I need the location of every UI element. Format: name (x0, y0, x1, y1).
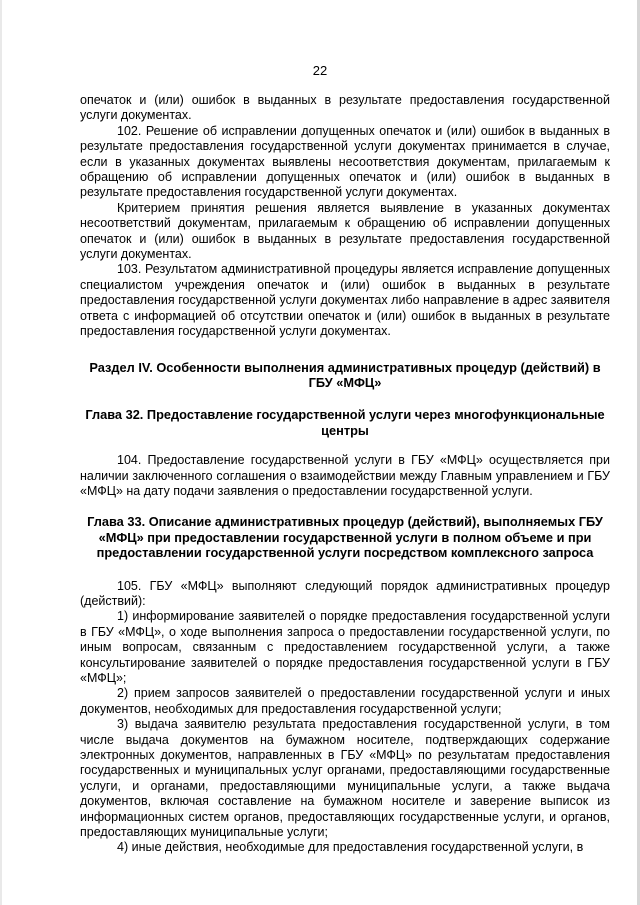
paragraph-103: 103. Результатом административной процедуры является исправление допущенных специалистом учреждения опечаток и (или) ошибок в выданных в результате предоставления государственной услуги документах либо направление в адрес заявителя ответа с информацией об отсутствии опечаток и (или) ошибок в выданных в результате предоставления государственной услуги документах. (80, 262, 610, 339)
document-body (80, 93, 610, 856)
list-item-4: 4) иные действия, необходимые для предоставления государственной услуги, в (117, 840, 584, 855)
paragraph-105: 105. ГБУ «МФЦ» выполняют следующий порядок административных процедур (действий): (80, 578, 610, 608)
paragraph-continuation: опечаток и (или) ошибок в выданных в результате предоставления государственной услуги документах. (80, 93, 610, 123)
paragraph-criteria: Критерием принятия решения является выявление в указанных документах несоответствий документам, прилагаемым к обращению об исправлении допущенных опечаток и (или) ошибок в выданных в результате предоставления государственной услуги документах. (80, 200, 610, 262)
chapter-33-heading: Глава 33. Описание административных процедур (действий), выполняемых ГБУ «МФЦ» при предоставлении государственной услуги в полном объеме и при предоставлении государственной услуги посредством комплексного запроса (87, 514, 603, 561)
chapter-32-heading: Глава 32. Предоставление государственной услуги через многофункциональные центры (85, 407, 605, 438)
paragraph-102: 102. Решение об исправлении допущенных опечаток и (или) ошибок в выданных в результате предоставления государственной услуги документах принимается в случае, если в указанных документах выявлены несоответствия документам, прилагаемым к обращению об исправлении допущенных опечаток и (или) ошибок в выданных в результате предоставления государственной услуги документах. (80, 123, 610, 200)
list-item-1: 1) информирование заявителей о порядке предоставления государственной услуги в ГБУ «МФЦ», о ходе выполнения запроса о предоставлении государственной услуги, по иным вопросам, связанным с предоставлением государственной услуги, а также консультирование заявителей о порядке предоставления государственной услуги в ГБУ «МФЦ»; (80, 609, 610, 685)
page-number: 22 (312, 63, 328, 78)
list-item-2: 2) прием запросов заявителей о предоставлении государственной услуги и иных документов, необходимых для предоставления государственной услуги; (80, 686, 610, 716)
paragraph-104: 104. Предоставление государственной услуги в ГБУ «МФЦ» осуществляется при наличии заключенного соглашения о взаимодействии между Главным управлением и ГБУ «МФЦ» на дату подачи заявления о предоставлении государственной услуги. (80, 453, 610, 498)
list-item-3: 3) выдача заявителю результата предоставления государственной услуги, в том числе выдача документов на бумажном носителе, подтверждающих содержание электронных документов, направленных в ГБУ «МФЦ» по результатам предоставления государственных и муниципальных услуг органами, предоставляющими государственные услуги, и органами, предоставляющими муниципальные услуги, а также выдача документов, включая составление на бумажном носителе и заверение выписок из информационных систем органов, предоставляющих государственные услуги, и органов, предоставляющих муниципальные услуги; (80, 717, 610, 840)
scan-edge-left (0, 0, 2, 905)
section-4-heading: Раздел IV. Особенности выполнения административных процедур (действий) в ГБУ «МФЦ» (89, 359, 601, 390)
